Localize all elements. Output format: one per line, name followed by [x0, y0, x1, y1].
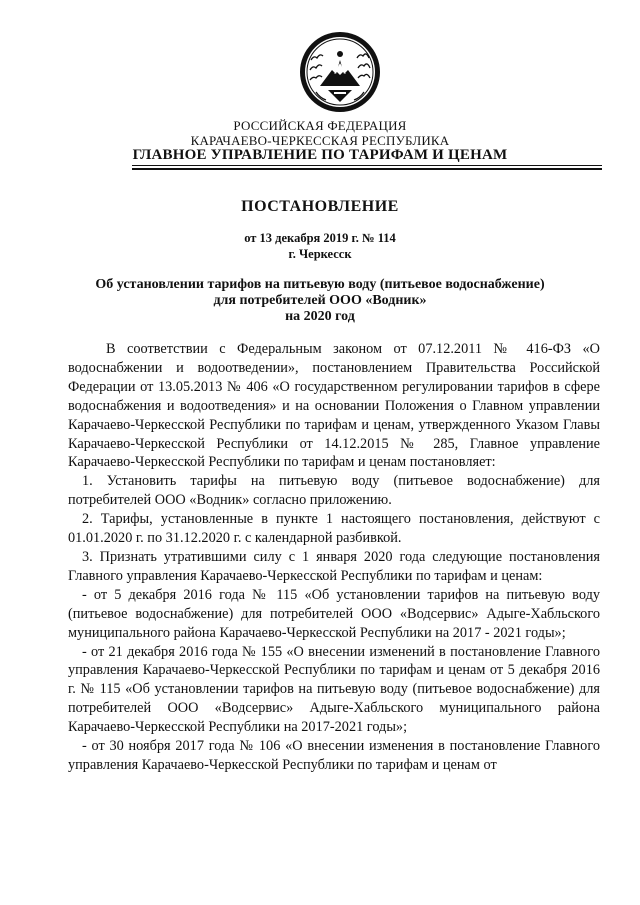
document-title — [60, 277, 580, 325]
clause-3-sub-1: - от 5 декабря 2016 года № 115 «Об установлении тарифов на питьевую воду (питьевое водоснабжение) для потребителей ООО «Водсервис» Адыге-Хабльского муниципального района Карачаево-Черкесской Республики на 2017 - 2021 годы»; — [68, 586, 600, 641]
header-divider-thin — [132, 165, 602, 166]
header-country: РОССИЙСКАЯ ФЕДЕРАЦИЯ — [233, 118, 407, 133]
document-city: г. Черкесск — [288, 247, 352, 261]
title-line-2: для потребителей ООО «Водник» — [213, 293, 427, 308]
clause-3: 3. Признать утратившими силу с 1 января 2020 года следующие постановления Главного управления Карачаево-Черкесской Республики по тарифам и ценам: — [68, 548, 600, 584]
title-line-1: Об установлении тарифов на питьевую воду (питьевое водоснабжение) — [95, 277, 545, 292]
document-type: ПОСТАНОВЛЕНИЕ — [241, 198, 399, 215]
header-divider-thick — [132, 168, 602, 170]
document-date-number: от 13 декабря 2019 г. № 114 — [244, 231, 396, 245]
header-organization: ГЛАВНОЕ УПРАВЛЕНИЕ ПО ТАРИФАМ И ЦЕНАМ — [132, 147, 508, 163]
title-line-3: на 2020 год — [285, 309, 355, 324]
clause-3-sub-2: - от 21 декабря 2016 года № 155 «О внесении изменений в постановление Главного управления Карачаево-Черкесской Республики по тарифам и ценам от 5 декабря 2016 г. № 115 «Об установлении тарифов на питьевую воду (питьевое водоснабжение) для потребителей ООО «Водсервис» Адыге-Хабльского муниципального района Карачаево-Черкесской Республики на 2017-2021 годы»; — [68, 643, 600, 736]
preamble-paragraph: В соответствии с Федеральным законом от 07.12.2011 № 416-ФЗ «О водоснабжении и водоотведении», постановлением Правительства Российской Федерации от 13.05.2013 № 406 «О государственном регулировании тарифов в сфере водоснабжения и водоотведения» и на основании Положения о Главном управлении Карачаево-Черкесской Республики по тарифам и ценам, утвержденного Указом Главы Карачаево-Черкесской Республики от 14.12.2015 № 285, Главное управление Карачаево-Черкесской Республики по тарифам и ценам постановляет: — [68, 341, 600, 471]
document-body — [68, 340, 600, 775]
clause-1: 1. Установить тарифы на питьевую воду (питьевое водоснабжение) для потребителей ООО «Водник» согласно приложению. — [68, 473, 600, 509]
header-republic: КАРАЧАЕВО-ЧЕРКЕССКАЯ РЕСПУБЛИКА — [190, 133, 450, 148]
clause-2: 2. Тарифы, установленные в пункте 1 настоящего постановления, действуют с 01.01.2020 г. по 31.12.2020 г. с календарной разбивкой. — [68, 511, 600, 547]
coat-of-arms-emblem — [298, 30, 382, 114]
clause-3-sub-3: - от 30 ноября 2017 года № 106 «О внесении изменения в постановление Главного управления Карачаево-Черкесской Республики по тарифам и ценам от — [68, 738, 600, 773]
